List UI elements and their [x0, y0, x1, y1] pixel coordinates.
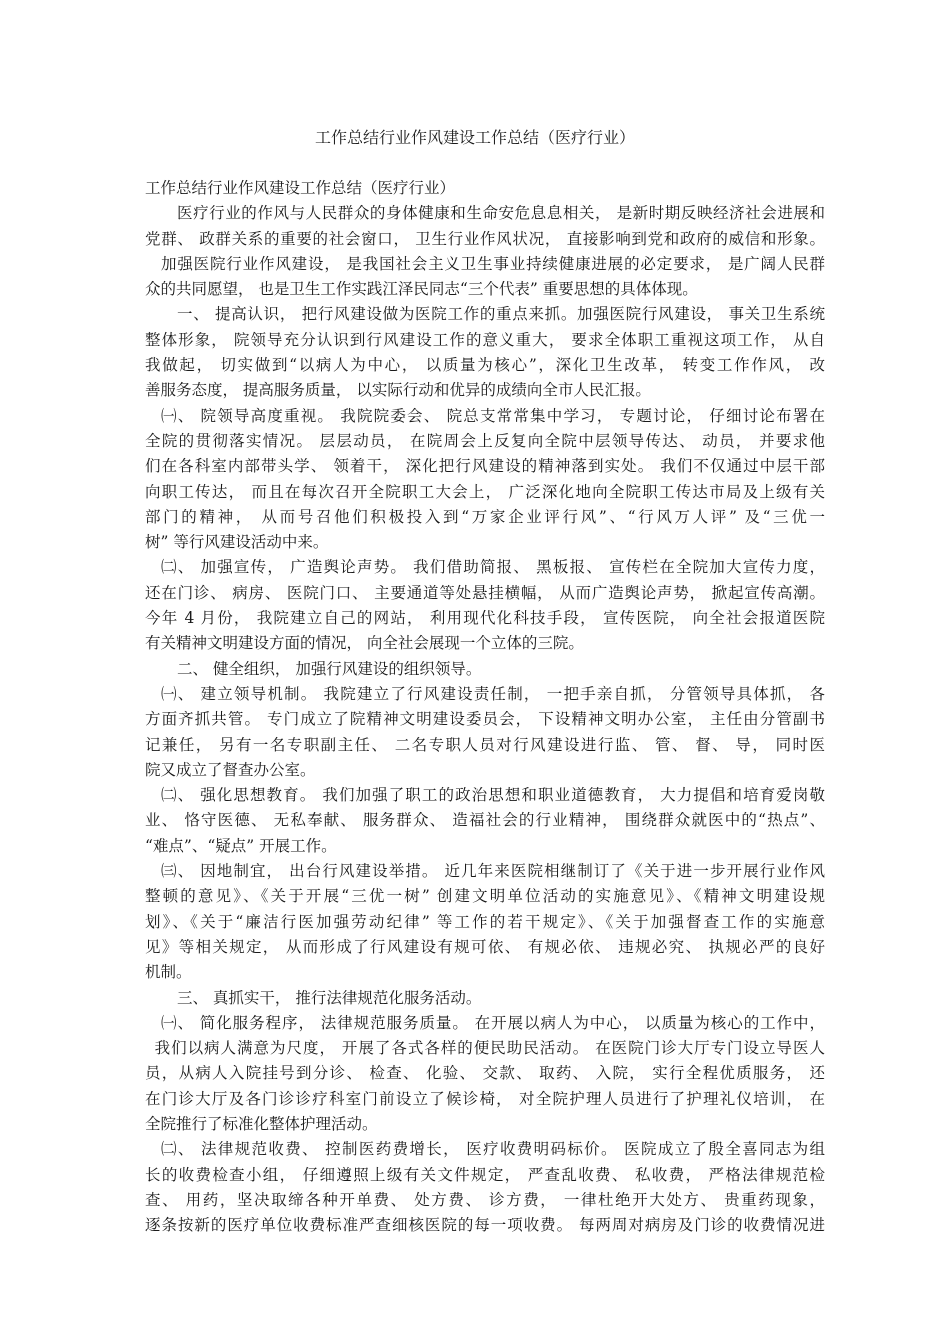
text-line: 划》、《关于“廉洁行医加强劳动纪律” 等工作的若干规定》、《关于加强督查工作的实施意 — [145, 912, 825, 931]
text-line: 方面齐抓共管。 专门成立了院精神文明建设委员会， 下设精神文明办公室， 主任由分管副书 — [145, 710, 825, 729]
text-line: 二、 健全组织， 加强行风建设的组织领导。 — [177, 659, 482, 678]
text-line: 加强医院行业作风建设， 是我国社会主义卫生事业持续健康进展的必定要求， 是广阔人民群 — [161, 254, 825, 273]
text-line: 向职工传达， 而且在每次召开全院职工大会上， 广泛深化地向全院职工传达市局及上级有关 — [145, 482, 825, 501]
text-line: 在门诊大厅及各门诊诊疗科室门前设立了候诊椅， 对全院护理人员进行了护理礼仪培训， 在 — [145, 1089, 825, 1108]
text-line: 员，从病人入院挂号到分诊、 检查、 化验、 交款、 取药、 入院， 实行全程优质服务， 还 — [145, 1064, 825, 1083]
text-line: 我们以病人满意为尺度， 开展了各式各样的便民助民活动。 在医院门诊大厅专门设立导医人 — [154, 1039, 825, 1058]
text-line: 今年 4 月份， 我院建立自己的网站， 利用现代化科技手段， 宣传医院， 向全社会报道医院 — [145, 609, 825, 628]
text-line: ㈡、 强化思想教育。 我们加强了职工的政治思想和职业道德教育， 大力提倡和培育爱岗敬 — [161, 786, 825, 805]
text-line: 业、 恪守医德、 无私奉献、 服务群众、 造福社会的行业精神， 围绕群众就医中的“热点”、 — [145, 811, 825, 830]
document-title: 工作总结行业作风建设工作总结（医疗行业） — [314, 128, 635, 147]
text-line: 部门的精神， 从而号召他们积极投入到“万家企业评行风”、“行风万人评” 及“三优一 — [145, 507, 825, 526]
text-line: ㈡、 加强宣传， 广造舆论声势。 我们借助简报、 黑板报、 宣传栏在全院加大宣传力度， — [161, 558, 825, 577]
text-line: 长的收费检查小组， 仔细遵照上级有关文件规定， 严查乱收费、 私收费， 严格法律规范检 — [145, 1165, 825, 1184]
text-line: 众的共同愿望， 也是卫生工作实践江泽民同志“三个代表” 重要思想的具体体现。 — [145, 280, 698, 299]
text-line: 我做起， 切实做到“以病人为中心， 以质量为核心”，深化卫生改革， 转变工作作风， 改 — [145, 356, 825, 375]
text-line: 见》等相关规定， 从而形成了行风建设有规可依、 有规必依、 违规必究、 执规必严的良好 — [145, 937, 825, 956]
text-line: 全院的贯彻落实情况。 层层动员， 在院周会上反复向全院中层领导传达、 动员， 并要求他 — [145, 431, 825, 450]
text-line: ㈠、 建立领导机制。 我院建立了行风建设责任制， 一把手亲自抓， 分管领导具体抓， 各 — [161, 684, 825, 703]
text-line: 还在门诊、 病房、 医院门口、 主要通道等处悬挂横幅， 从而广造舆论声势， 掀起宣传高潮。 — [145, 583, 825, 602]
text-line: 工作总结行业作风建设工作总结（医疗行业） — [145, 179, 456, 197]
text-line: 记兼任， 另有一名专职副主任、 二名专职人员对行风建设进行监、 管、 督、 导， 同时医 — [145, 735, 825, 754]
text-line: 机制。 — [145, 963, 192, 982]
text-line: ㈡、 法律规范收费、 控制医药费增长， 医疗收费明码标价。 医院成立了殷全喜同志为组 — [161, 1140, 825, 1159]
text-line: ㈠、 简化服务程序， 法律规范服务质量。 在开展以病人为中心， 以质量为核心的工作中， — [161, 1013, 825, 1032]
text-line: 有关精神文明建设方面的情况， 向全社会展现一个立体的三院。 — [145, 634, 584, 653]
text-line: 们在各科室内部带头学、 领着干， 深化把行风建设的精神落到实处。 我们不仅通过中层干部 — [145, 457, 825, 476]
text-line: 医疗行业的作风与人民群众的身体健康和生命安危息息相关， 是新时期反映经济社会进展和 — [177, 204, 825, 223]
text-line: 一、 提高认识， 把行风建设做为医院工作的重点来抓。加强医院行风建设， 事关卫生系统 — [177, 305, 825, 324]
text-line: ㈢、 因地制宜， 出台行风建设举措。 近几年来医院相继制订了《关于进一步开展行业作风 — [161, 862, 825, 881]
text-line: ㈠、 院领导高度重视。 我院院委会、 院总支常常集中学习， 专题讨论， 仔细讨论布署在 — [161, 406, 825, 425]
text-line: 整体形象， 院领导充分认识到行风建设工作的意义重大， 要求全体职工重视这项工作， 从自 — [145, 330, 825, 349]
text-line: 全院推行了标准化整体护理活动。 — [145, 1114, 378, 1133]
text-line: 院又成立了督查办公室。 — [145, 760, 316, 779]
text-line: 查、 用药，坚决取缔各种开单费、 处方费、 诊方费， 一律杜绝开大处方、 贵重药现象， — [145, 1190, 825, 1209]
text-line: 整顿的意见》、《关于开展“三优一树” 创建文明单位活动的实施意见》、《精神文明建设规 — [145, 887, 825, 906]
text-line: “难点”、“疑点” 开展工作。 — [145, 836, 337, 855]
text-line: 逐条按新的医疗单位收费标准严查细核医院的每一项收费。 每两周对病房及门诊的收费情况进 — [145, 1216, 825, 1235]
text-line: 树” 等行风建设活动中来。 — [145, 533, 329, 552]
document-body — [145, 176, 825, 1238]
text-line: 党群、 政群关系的重要的社会窗口， 卫生行业作风状况， 直接影响到党和政府的威信和形象。 — [145, 229, 825, 248]
text-line: 三、 真抓实干， 推行法律规范化服务活动。 — [177, 988, 482, 1007]
text-line: 善服务态度， 提高服务质量， 以实际行动和优异的成绩向全市人民汇报。 — [145, 381, 651, 400]
